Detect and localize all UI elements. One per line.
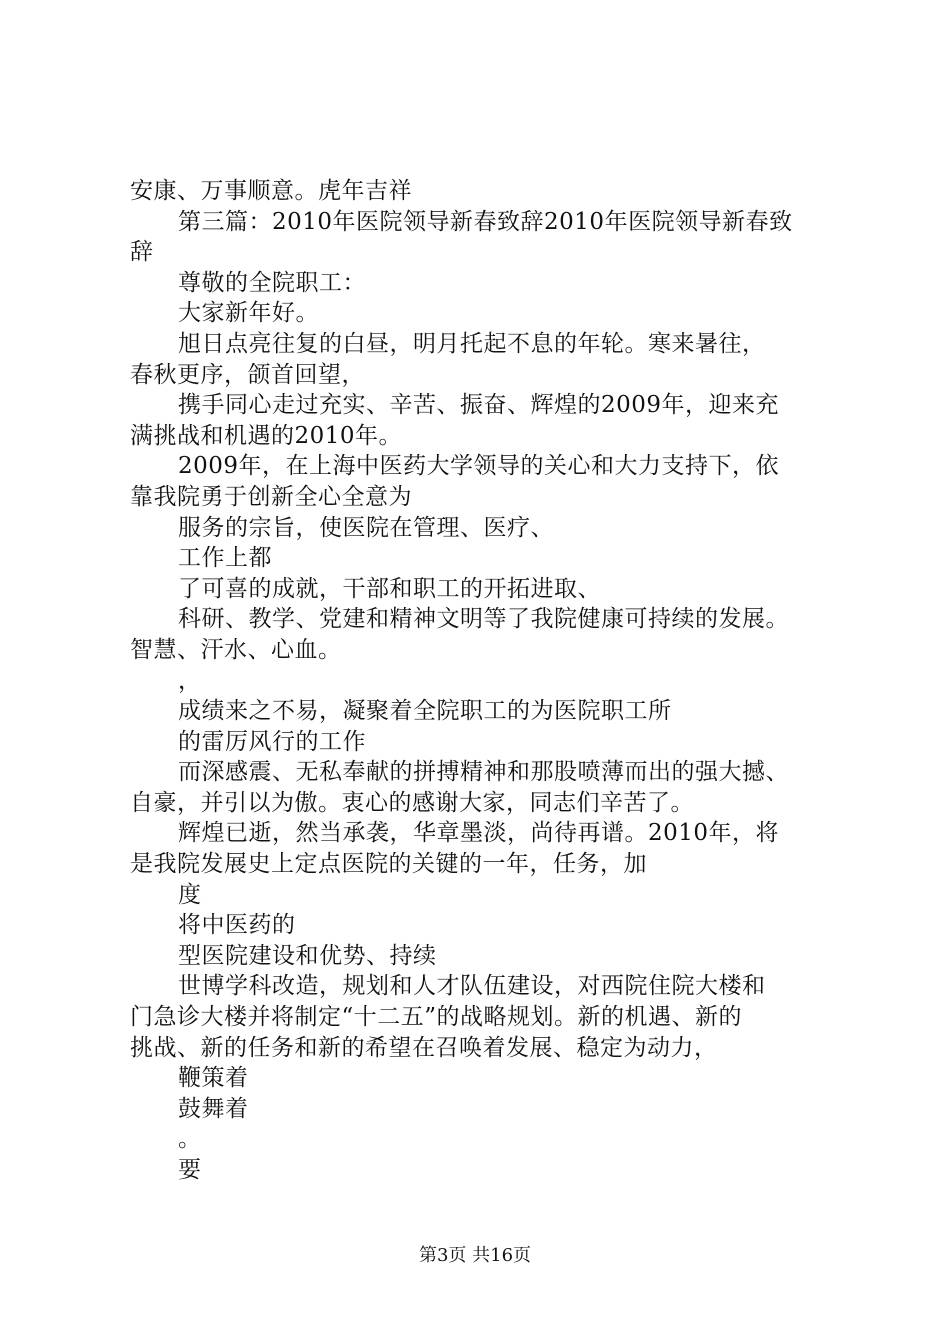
text-line: 。 <box>178 1126 202 1153</box>
text-line: 型医院建设和优势、持续 <box>178 942 437 969</box>
text-line: 是我院发展史上定点医院的关键的一年，任务，加 <box>130 851 647 878</box>
text-line: 挑战、新的任务和新的希望在召唤着发展、稳定为动力， <box>130 1034 718 1061</box>
text-line: 成绩来之不易，凝聚着全院职工的为医院职工所 <box>178 698 672 725</box>
text-line: 智慧、汗水、心血。 <box>130 636 342 663</box>
text-line: 了可喜的成就，干部和职工的开拓进取、 <box>178 575 601 602</box>
document-body <box>130 176 850 1186</box>
text-line: 工作上都 <box>178 545 272 572</box>
text-line: 尊敬的全院职工： <box>178 269 366 296</box>
text-line: 春秋更序，颌首回望， <box>130 361 365 388</box>
text-line: 将中医药的 <box>178 912 296 939</box>
text-line: 要 <box>178 1157 202 1183</box>
text-line: 鞭策着 <box>178 1065 249 1092</box>
text-line: 而深感震、无私奉献的拼搏精神和那股喷薄而出的强大撼、 <box>178 759 789 786</box>
text-line: 辉煌已逝，然当承袭，华章墨淡，尚待再谱。2010年，将 <box>178 820 780 847</box>
text-line: ， <box>178 667 202 694</box>
text-line: 携手同心走过充实、辛苦、振奋、辉煌的2009年，迎来充 <box>178 392 780 419</box>
text-line: 满挑战和机遇的2010年。 <box>130 422 403 449</box>
page-number-label: 第3页 共16页 <box>418 1245 532 1266</box>
text-line: 辞 <box>130 239 154 266</box>
text-line: 门急诊大楼并将制定“十二五”的战略规划。新的机遇、新的 <box>130 1004 743 1031</box>
page-footer <box>0 1244 950 1268</box>
text-line: 自豪，并引以为傲。衷心的感谢大家，同志们辛苦了。 <box>130 789 694 816</box>
text-line: 服务的宗旨，使医院在管理、医疗、 <box>178 514 554 541</box>
text-line: 的雷厉风行的工作 <box>178 728 366 755</box>
text-line: 世博学科改造，规划和人才队伍建设，对西院住院大楼和 <box>178 973 766 1000</box>
text-line: 鼓舞着 <box>178 1095 249 1122</box>
text-line: 大家新年好。 <box>178 300 319 327</box>
text-line: 靠我院勇于创新全心全意为 <box>130 483 412 510</box>
text-line: 度 <box>178 881 202 908</box>
text-line: 科研、教学、党建和精神文明等了我院健康可持续的发展。 <box>178 606 789 633</box>
text-line: 旭日点亮往复的白昼，明月托起不息的年轮。寒来暑往， <box>178 330 766 357</box>
text-line: 2009年，在上海中医药大学领导的关心和大力支持下，依 <box>178 453 780 480</box>
text-line: 安康、万事顺意。虎年吉祥 <box>130 178 412 204</box>
text-line: 第三篇：2010年医院领导新春致辞2010年医院领导新春致 <box>178 208 793 235</box>
